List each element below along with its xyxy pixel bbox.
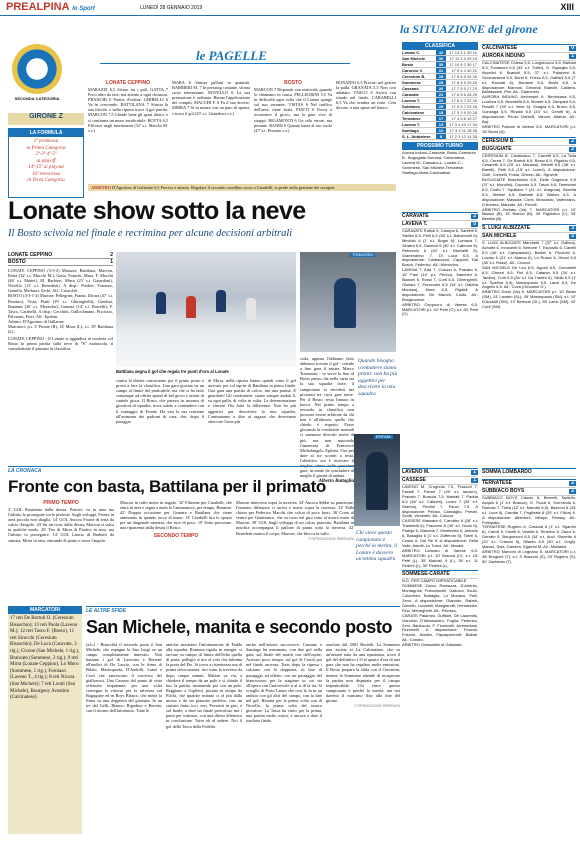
other-matches-column	[86, 642, 162, 713]
classifica-team: Ceresium B.	[402, 74, 426, 79]
match-scorers: Marcatori: p.t. 3' Pronte (B), 14' Mirra (L); s.t. 39' Battilana (L).	[8, 324, 113, 335]
classifica-stats: 17 9 4 4 30 21	[451, 68, 477, 73]
classifica-team: Santiago	[402, 128, 419, 133]
scorers-text: 17 reti De Bortoli O. (Ceresium Bisuschio); 13 reti Paola (Laveno M.); 12 reti Tasco F. (Bosto), 11 reti Sirocchi (Ceresium Bisuschio), De Luca (Caravate, 3 rig.), Cicone (San Michele, 1 rig.), Brancato (Sommese, 2 rig.); 9 reti Mirra (Lonate Ceppino), Lo Moro (Sommese, 1 rig.), Foroiaso (Laveno T., 4 rig.); 8 reti Nicora (San Michele); 7 reti Londi (San Michele), Bourgeoy Avostino (Calcinatese).	[10, 616, 80, 701]
classifica-pts: 36	[436, 56, 446, 61]
classifica-team: Cassano	[402, 86, 419, 91]
other-matches-column	[246, 642, 322, 724]
match-report: ARBITRO Dodo (Va) 6. MARCATORI p.t. 10' Bilato (SM), 24' Lavarin (SL), 35' Mastropaolo (SM); s.t. 10' D'Andolfi (SM), 13' Bertone (SL), 35' Lanzi (SM), 42' Corti (SM).	[482, 289, 576, 310]
match-report: ARBITRO Palvani di Varese 6,5. MARCATORI p.t. 18' Bovis (A).	[482, 123, 576, 134]
match-header	[402, 212, 478, 221]
player-figure	[246, 298, 256, 320]
arbitro-bar	[88, 184, 396, 191]
classifica-stats: 17 8 4 5 34 26	[451, 74, 477, 79]
classifica-pts: 28	[436, 80, 446, 85]
home-team: TERNATESE	[482, 480, 512, 486]
coach-figure	[366, 452, 388, 510]
away-team: CASSESE	[402, 477, 426, 483]
classifica-team: Ternatese	[402, 116, 421, 121]
brand-name: PREALPINA	[6, 1, 70, 13]
score-row	[8, 252, 113, 259]
classifica-row	[402, 134, 478, 140]
away-team: LAVENA T.	[402, 221, 428, 227]
arbitro-text: D'Agostino di Gallarate 6,5 Preciso e attento. Regolare il secondo cartellino rosso a Carabelli; si perde nella gestione dei recuperi.	[112, 185, 336, 190]
home-score: 2	[571, 480, 574, 486]
match-photo	[116, 252, 296, 367]
other-matches-text: assoluto del 2001 Bortelli. La Sommese non assiste ai La Calcinatese, che su un'azione nata da una ripartenza, trova il gol del definitivo 1-0 al quarto d'ora di una gara che non ha regalato molte emozioni. Il Bosto prepara la sfida con il Ceresium, mentre la Sommese attende di recuperare la partita non disputata per il campo impraticabile. Chi vince questo campionato è perché lo merita, ma noi daremo il massimo fino alla fine del girone.	[326, 642, 400, 704]
classifica-stats: 17 8 4 5 29 25	[451, 80, 477, 85]
team-score: 1	[110, 259, 113, 265]
pull-quote: Chi vince questo campionato è perché lo merita, il Lonate è davvero un'ottima squadra	[356, 530, 398, 562]
girone-label: GIRONE Z	[8, 113, 84, 125]
other-matches-headline: San Michele, manita e secondo posto	[86, 617, 393, 637]
formula-line: 1ª promossa	[33, 139, 59, 144]
match-report: CALCINATESE Chiesa 5,5, Longobucco 5,5, Barban 5,5, Tomasoni 5,5 (33' s.t. Tuttei), G. Squeglia 5,5, Ascelini 6, Braschi 5,5, 37' s.t. Palazzini 6, Scornavacca 5,5, Borel 6, Frizza 5,5, Galliani 5,5 (7' s.t. Rancati 6), Bonanni 6,5, Bovis 6,5. A disposizione: Marnoni, Gimondi, Bianchi, Caldera, Baldassare, Pini. All.: Galeonesi.	[482, 60, 576, 95]
results-column-2	[482, 42, 576, 310]
photo-tag: EPIFANI	[376, 435, 391, 439]
brand-sub: lo Sport	[72, 6, 95, 12]
classifica-stats: 17 7 5 5 27 23	[451, 86, 477, 91]
classifica-team: Lavena T.	[402, 122, 421, 127]
home-team: CERESIUM B.	[482, 137, 515, 144]
match-report: CARATE Palamini, Guffanti, De Laurentis, Garnisio, D'Alessandro, Foglia, Federico, Zeni, Bauluccio, F. Fiumicelli, Arrimontani, Fiumicelli. A disposizione: Pozzoli, Frisone, Abatini, Papaspennelli, Balbal. All.: Curiato.	[402, 612, 478, 643]
page-header	[0, 0, 580, 16]
classifica-title: CLASSIFICA	[402, 42, 478, 50]
match-report: LAVENA T. Ada 7, Colozzi 6, Pravato 6, 15' Fani (10' p.t. Perino), Marchini 6, Bianchi 6, Rossi 7, Corti 6,5, Ghiringhelli, Giuliani 7, Porezzani 6,5 (34' s.t. Daleba Moussa), Mora 6,5, Rigaldi. A disposizione: De Marchi, Costo. All.: Bongiovanni.	[402, 267, 478, 302]
classifica-pts: 12	[436, 128, 446, 133]
classifica-pts: 18	[436, 110, 446, 115]
section-bar	[8, 466, 354, 475]
first-half-text: 3' GOL Punizione dalla destra. Piattivi: va in area ma l'arbitro fa proseguire tra le proteste. Sugli sviluppi, Fronte in area piccola non sbaglia. 14' GOL Ancora Fronte di testa da calcio d'angolo. 20' Su un cross dalla destra, Marcon si salva in qualche modo. 26' Tiro di Mirra di Piattivi in area, ma l'arbitro fa proseguire. 14' GOL Lancio di Barbieri da sinistra, Mirra in area, entrando di piatto e trova l'angolo.	[8, 507, 114, 543]
main-subhead: Il Bosto scivola nel finale e recrimina per alcune decisioni arbitrali	[8, 228, 293, 239]
away-team: AURORA INDUNO	[482, 53, 525, 59]
home-score: 3	[571, 225, 574, 232]
classifica-pts: 22	[436, 98, 446, 103]
classifica-pts: 26	[436, 86, 446, 91]
pagelle-header	[100, 48, 350, 64]
classifica-team: Caravate	[402, 92, 419, 97]
match-report: S. LUIGI ALBIZZATE Marchetti 7 (37' s.t. Gallina), Achofie 6, Innocenti 6, Bertone 7, Esposito 6, Cavelli 6,5 (40' s.t. Campaniolo), Bartoli 6, Piccinini 6, Lovato 6 (31' s.t. Manca 6), Lo Russo 6, Dinari 6,5 (38' s.t. Rossi). All.: Cicocci.	[482, 240, 576, 265]
classifica-pts: 28	[436, 74, 446, 79]
formula-box	[8, 128, 84, 198]
issue-date: LUNEDÌ 28 GENNAIO 2019	[140, 5, 203, 11]
classifica-team: S. L. Abbiatese	[402, 134, 431, 139]
pagelle-text: BONANNI 6,5 Preciso nel gestire la palla. GRANATA 5,5 Non così adattato. TASCO 6 Arriva con ritardo nel finale. CARABELLI 6,5 Va che sembra un forte. Cela dovuto, a una spina nel fianco.	[336, 80, 396, 111]
away-score: 0	[473, 221, 476, 227]
other-matches-column	[326, 642, 400, 708]
pagelle-title: le PAGELLE	[196, 48, 267, 63]
pagelle-team-lonate: LONATE CEPPINO	[105, 80, 151, 86]
match-report: SAN MICHELE De Leo 6,5, Agosti 6,5, Ceccarelli 6,5, Ghezzi 6,5, Fini 6,5, Catania 6,5 (34' s.t. Tambo), Corti 6,5 (34' s.t. Da Tradeo 6), Sibilo 6,5 (1' s.t. Spelina 6,5), Mastropaolo 6,5, Lanzi 6,5, De Angelis 6,5. All.: Cova (Giovanni G.).	[482, 264, 576, 290]
second-half-column	[120, 500, 232, 540]
classifica-stats: 17 5 3 9 20 28	[451, 110, 477, 115]
story-text: coda, appena l'abbiamo fatto abbiamo trovato il gol - sorride a fine gara il mister, Marco Tomassini - se serve la fine al Bosto penso che nella carta sia la sua squadra forte, il campionato si deciderà nei prossimi tre circa gare mese. Per il Bosto, resta l'amaro in bocca. Nel primo tempo a seconda in classifica non possono essere arbitrate da chi non è all'altezza, quello che chiedo è rispetto. Forse giocando la condizioni normali ci saremmo divertiti anche di più, ma non nascondo l'amarezza di Francesco Michelangelo Epifani. Ora per dare ai tre scontri a testa, l'obiettivo ora è ritrovare il miglior ritmo nelle prossime gare, in modo da concludere al meglio il girone di andata.	[300, 356, 354, 479]
league-logo-text: SECONDA CATEGORIA	[14, 96, 60, 101]
classifica-pts: 13	[436, 122, 446, 127]
match-title: SOMMA LOMBARDO	[482, 469, 532, 475]
pagelle-column	[254, 80, 332, 133]
formula-line: in Terza Categoria	[27, 178, 65, 183]
match-header	[402, 468, 478, 477]
formula-title: LA FORMULA	[9, 129, 83, 137]
classifica-team: Sommese	[402, 80, 421, 85]
match-box	[8, 252, 113, 352]
prossimo-text: Aurora Induno-Caravate, Bosto-Ceresium B., Bugugiate-Somma, Calcinatese-Lavena M., Cassano-L. Lonate C.-Sommese, San Michele-Ternatese, Santiago-Mara-Calcinatese	[402, 150, 476, 175]
scorers-box	[8, 606, 82, 834]
other-matches-column	[166, 642, 242, 729]
classifica-stats: 17 6 5 6 28 29	[451, 92, 477, 97]
classifica-stats: 17 3 3 11 18 35	[449, 128, 477, 133]
match-report: BUGUGIATE Baschirotto 6,5, Delle Gagnone 6,5 (37' s.t. Mondini), Cazzola 6,5, Tasco 6,5, Tamborini 6,5, Ciotto 7, Squillace 7 (41' s.t. Aragona), Beretta 6,5, Stefani 6,5, Barbatti 6,5, Blanco 6,5. A disposizione: Massola, Conti, Moscardo, Valenzano, D'Andrea, Marzato. All.: Perotti.	[482, 177, 576, 207]
first-half-column	[8, 500, 114, 543]
classifica-table	[402, 42, 478, 175]
arbitro-label: ARBITRO	[91, 185, 112, 190]
second-half-title: SECONDO TEMPO	[153, 532, 199, 539]
classifica-stats: 17 6 4 7 22 26	[451, 98, 477, 103]
formula-line: 16ª retrocessa	[31, 171, 61, 177]
match-report: SOMMESE Zocco Ramazza, D'Ariento, Montagnoli, Francescelli, Galtucci, Scuto, Colombini, Battaglia, Lo Monaco, Pelli, Zeno. A disposizione: Gianotto, Rabeti, Donello, Lucarelli, Mangiarotti, Hernandez, Fino, Meneghetti. All.: Pelosso.	[402, 583, 478, 613]
section-bar	[86, 606, 400, 615]
classifica-team: Subbiaco	[402, 104, 421, 109]
home-team: CARAVATE	[402, 213, 429, 219]
match-header	[482, 137, 576, 146]
home-score: 2	[473, 213, 476, 219]
other-matches-text: amiche mostrano l'informazione di Fadda alla squadra. Ramaria rigiala in energie: si taccare su campo di limite dell'erba quella di porta, pallegiò si tiro al volo che fulmina la porta del Pio. Si trova a ristrettezza ma di prima un'occasione, tiro sotto la traversa da dopo cinque minuti. Mattati va via, a chiedere il tempo da un palo e si chiude il tuo, la partita, rimanendo poi con un palo. Reggiano e Gigliotti, portata in tempo da Pilchi, che qualche minuto ci al più dalla morsa e da un piazzato perfetto, con un sinistro finito tra i veri. Proventi in giro, e sul finale, a dare un finale pericoloso ma i punti per sottrarre, con una difesa difensiva in conclusione. Tutto ok al sedere. Noi il gol della Tasca della Fedeltà.	[166, 642, 242, 729]
classifica-stats: 17 11 3 3 39 19	[449, 56, 477, 61]
copyright: © RIPRODUZIONE RISERVATA	[308, 536, 354, 541]
classifica-team: Bosto	[402, 62, 414, 67]
match-report: TERNATESE Rugiero 6, Cassola 6 (1' s.t. Sgarrini 6), Carioli 6, Cinelli 6, Venetti 6, Tenerico 6, Zanoi 6, Gerrato 6, Borgonzoni 6,5 (34' s.t. Ancl, Sionetto 6 (22' s.t. Crascio 6), Sfianto 6,5 (30' s.t. Gogli). Maroni, Sola, Galcera, Sgarrini M. All.: Mattarini.	[482, 524, 576, 550]
classifica-pts: 31	[436, 68, 446, 73]
player-figure	[186, 296, 196, 318]
match-report: ARBITRO Ceppuoro di Varese 6,5. MARCATORI p.t. 40' Petri (C); s.t. 30' Petri (C).	[402, 301, 478, 317]
pagelle-text: MARCON 7 Risponde con reattività, quando lo chiamano in causa. PELLEGRINI 5,5 Va in difficoltà ogni volta che il Lonate spinge sul suo versante. VISTAS 6 Nel traffico dell'area, tiene botta. PIATTI 6 Prova a ricostruire il gioco, ma la gara vive di strappi. RIGAMONTI 6 Un solo errore, ma pesante. BANDI 6 Quanto basta al suo ruolo (47' s.t. Pezzino s.v.)	[254, 87, 332, 133]
coach-figure	[334, 278, 356, 328]
story-column	[116, 378, 204, 424]
classifica-stats: 17 2 3 12 14 35	[449, 134, 477, 139]
classifica-pts: 20	[436, 104, 446, 109]
match-report: CARAVATE Rottoli 6, Canepa 6, Sanfelli 6, Stellini 6,5, Pelli 6,5 (38' s.t. Balcebrolli 6), Minchio 6 (1' s.t. Bogni 6), Lumaca 7, Sinatra 6,5, Gavezzi 6 (30' s.t. Cabrone 6), Rebecchi 6 (40' s.t. Bischetti 6), Giammarino 7, Di Luca 6,5. A disposizione: Colaiacomo, Capponi, Dal Bosco, Federico. All.: Monevino.	[402, 228, 478, 268]
match-report: CERESIUM B. Castriciano 7, Carretti 6,5, La Tella 6,5, Cerea 7, De Bortoli 6,5, Bossi 6,5, Rigaldo 6,5, Cesaretti 6,5 (25' s.t. Marassi), Melotti 6,5 (38' s.t. Barelli), Petti 6,5 (15' s.t. Lucini). A disposizione: Golfi, Coricelli, Fosta, Ghezzi. All.: Sgrivelli.	[482, 152, 576, 178]
classifica-pts: 23	[436, 92, 446, 97]
other-matches-text: (a.b.) - Bisacchia il secondo posto il San Michele, che espugna la San Luigi su un campo completamente innevato. Non bastano i gol di Lavorino e Bertone all'undici di De Lascio, con le firme di Bilato, Mastropaolo, D'Andolfi, Lanzi e Corti che sanciscono il successo dei giallorossi. Una Cassese dal punto di vista offensivo impattante, per una volta consegna la vittoria per la salvezza sul Bugugiate ed in Boys Blanco, che mette la firma su una doppietta del giornata. In un tre dal Gelli, Bianco, Rigodino e Beretta, con il ritorno dall'infortunio. Tutte le	[86, 642, 162, 714]
byline: Alberto Battaglia	[318, 479, 354, 485]
classifica-stats: 17 10 5 2 30 17	[449, 62, 477, 67]
situazione-header	[400, 22, 580, 38]
classifica-team: San Michele	[402, 56, 426, 61]
away-team: SAN MICHELE	[482, 233, 517, 240]
pull-quote: Quando bisogna combattere siamo pronti: non ho più aggettivi per descrivere la mia squadra	[358, 358, 398, 397]
match-report: ARBITRO Zerbato (Va) 7. MARCATORI p.t. 10' Bianco (B), 15' Bianco (B), 30' Rigoldino (C); 39' Beretta (B).	[482, 206, 576, 222]
away-team: BUGUGIATE	[482, 145, 512, 152]
main-headline: Lonate show sotto la neve	[8, 197, 306, 225]
match-header	[482, 479, 576, 488]
second-half-column	[236, 500, 354, 541]
section-label: LA CRONACA	[8, 468, 42, 474]
match-report: SUBBIACO BOYS Cascio 6, Berretti, Tadiello, Acquis 6 (1' s.t. Branca), G. Truzzi 6, Sormivola 6, Rumolo 7, Turisi (12' s.t. Marotto 6,5), Bazzoni 6 (33' s.t. Luca 6), Carotta 7, Puglieale 6 (25' s.t. Fillon) 6. A disposizione: Albertoni, Mbaye, Rimsky. All.: Poliopalio.	[482, 495, 576, 525]
lineup-lonate: LONATE CEPPINO (3-5-2) Marazzi; Battilana, Marcon, Botta (32' s.t. Macchi M.), Gatta, Franchi, Mara, F. Macchi (46' s.t. Mattei), M. Barbieri, Mirra (23' s.t. Gaiardoni), Novello (13' s.t. Benedetti). A disp.: Prederi, Tonazzo, Gonella, Meduzzi, Zerbi. All.: Cristofoli.	[8, 268, 113, 294]
cronaca-headline: Fronte con basta, Battilana per il primato	[8, 477, 327, 496]
story-intro: LONATE CEPPINO - Il Lonate si aggiudica in trasferta col Bosto la prima partita sulla neve di "S" maiuscola, il consolidando il primato in classifica.	[8, 336, 113, 352]
results-column-4	[482, 466, 576, 565]
match-header	[482, 224, 576, 233]
classifica-team: Calcinatese	[402, 110, 425, 115]
classifica-team: Caronno V.	[402, 68, 423, 73]
brand-logo	[6, 1, 95, 13]
classifica-stats: 17 4 5 8 19 27	[451, 116, 477, 121]
match-report: ARBITRO Lanzaro di Varese 6,5. MARCATORI p.t. 10' Branca (C); s.t. 15' Petti (L), 35' Malnati; 9 (L), 35' s.t. 11 Pedrini (L), 30' Pedrini (L).	[402, 547, 478, 568]
match-header	[482, 468, 576, 477]
formula-line: in Prima Categoria	[26, 145, 66, 151]
player-figure	[156, 292, 166, 314]
team-score: 2	[110, 252, 113, 258]
second-half-text: Marcon intercetta sopra la traversa. 34' Ancora Sebbe su punizione: l'estremo difensore ci arriva e mette sopra la traversa. 32' Palla chiusa per Federico Macchi che calcia di poco fuori. 36' Cross al centro per Gianfranco, che su cross nel giro sotto al nostro muro di Marcon. 39' GOL Sugli sviluppi di un calcio piazzato, Battilana in mischia accompagna il pallone di punta sotto la traversa. 42' Benedetti manca il corpo, Marcon, che blocca in tuffo.	[236, 500, 354, 536]
match-report: ARBITRO Grassadini di Gallarate.	[402, 642, 463, 648]
player-figure	[216, 290, 226, 312]
classifica-rows	[402, 50, 478, 140]
pagelle-team-bosto: BOSTO	[284, 80, 302, 86]
story-text: contro la diretta concorrente per il primo posto e prova a fare la classifica. Una gara giocata su un campo al limite del praticabile, ma che ci ha fatto comunque ad offrire spunti di bel gioco e azioni di cautele gioca. Il Bosto, che pareva in assenza di giocatori di squadra, trova subito a contendere con il vantaggio di Fronte. Ha vita la sua reazione all'avanzata dei padroni di casa, che, dopo il pareggio	[116, 378, 204, 424]
results-column-3	[402, 466, 478, 648]
coach-photo	[300, 252, 396, 352]
formula-line: 2ª-3ª-4ª-5ª	[35, 152, 57, 157]
away-score: 2	[571, 488, 574, 494]
away-score: 2	[571, 145, 574, 152]
classifica-stats: 17 5 5 7 23 26	[451, 104, 477, 109]
lineup-bosto: BOSTO (4-3-1-2) Marcon; Pellegrini, Franta, Dicara (47' s.t. Pezzino), Vista; Piatti (19' s.t. Ghiringhelli), Giardini, Bonanni (36' s.t. Mezzolia); Granata (14' s.t. Borrelli); F. Tasco, Carabelli. A disp.: Cecchini, Galloclamino, Pisciotto, Palvarini, Fiori. All.: Epifani.	[8, 293, 113, 319]
match-title: SOMMESE-CARATE	[402, 571, 450, 578]
match-report: N.D. PER CAMPO IMPRATICABILE	[402, 578, 467, 584]
story-column	[300, 356, 354, 485]
team-name: LONATE CEPPINO	[8, 252, 53, 258]
pagelle-column	[336, 80, 396, 111]
pagelle-text: MARAZZI 6,5 Sicuro tra i pali. GATTA 7 Poco altro da fare, ma attento a ogni chiusura. FRANCHI 6 Partita d'ordine. GHIRELLI 6 Va in crescendo. BATTILANA 7 Sfrutta la sua fisicità, e nella ripresa trova il gol partita. MARCON 7,5 Chiude bene gli spazi dietro, e si conferma un muro invalicabile. BOTTA 6,5 Efficace negli inserimenti (32' s.t. Macchi M. s.v.)	[88, 87, 168, 133]
photo-caption: Battilana segna il gol che regala tre punti d'oro al Lonate	[116, 369, 229, 374]
story-text: di Mirra, nella ripresa hanno quindi vinto il gol arrivato poi col tap-in di Battilana in pieno finale. Una gara una partita di calcio, ma una partita. E guardate? Gli combattere: siamo sempre andati lì, su ogni palla, di volta in volta. La determinazione a vincere l'ha fatta la differenza. Non ho più aggettivi per descrivere la mia squadra. Continuiamo a dire ai ragazzi che dovevamo attaccare l'area più	[208, 378, 296, 424]
match-header	[482, 44, 576, 53]
team-name: BOSTO	[8, 259, 26, 265]
match-report: AURORA INDUNO Ambrosini 6, Benincasa 6,5, Lucifora 6,5, Brambilla 6,5, Moretti 6,5, Zampieri 6,5, Roselli 7 (39' s.t. Vece 6), Scaglia 6,5, Bruno 6,5, Gonzaga 6,5, Rinaldi 6,5 (33' s.t. Cerotti 6). A disposizione: Pensi, Danielli, Vanoni, Altardo. All.: Baj.	[482, 94, 576, 124]
situazione-title: la SITUAZIONE del girone	[400, 22, 538, 36]
match-report: ARBITRO Marconi di Legnano 6. MARCATORI p.t. 48' Borgioni (T); s.t. 3' Bazzoni (S), 25' Rugiero (S), 50' Zantamio (T).	[482, 548, 576, 564]
other-matches-text: anche nell'azione successiva. Cassano e Santiago ha maramato, con due gol nella gara, sul finale del match con dell'ospite. Arrivato poco tempo, sul gol di Ceroli poi nel finale arrivata: Turis dopo la ripresa i calciano con la doppietta, in fase di passaggio ad effetto, con un passaggio del biancorosso per la stagione in cui sta all'opera con l'autorevole ti al si di la tra. Si scioglie di Porto Lanzo che così lo fa in un ambito con gli altri del campo, con la fine nel gol. Ritorna per la prima volta con di Novello, la prima volta del nostro giocatore. La Tasca ha vinto, per la prima, una partita molto ostica, e ancora a dare il risultato finale.	[246, 642, 322, 724]
home-team: S. LUIGI ALBIZZATE	[482, 225, 531, 232]
prossimo-turno	[402, 142, 478, 175]
classifica-pts: 9	[436, 134, 446, 139]
home-team: LAVENO M.	[402, 469, 430, 475]
formula-lines	[9, 137, 83, 187]
copyright: © RIPRODUZIONE RISERVATA	[354, 704, 400, 709]
results-column-1	[402, 210, 478, 317]
away-team: SUBBIACO BOYS	[482, 488, 525, 494]
away-score: 5	[571, 233, 574, 240]
prossimo-title: PROSSIMO TURNO	[402, 142, 478, 150]
coach-photo	[354, 434, 400, 526]
away-score: 1	[473, 477, 476, 483]
formula-line: 14ª-15ª ai playout	[28, 165, 64, 170]
page-number: XIII	[560, 2, 574, 12]
pagelle-text: MARA 6 Smista palloni in quantità. BARBIERI M. 7 In pressing costante, sforna cross interessanti. NOVELLO 6 La sua prestazione è ordinata. Buona l'applicazione dei compiti. MACCHI F. 6 Fa il suo dovere. MIRRA 7 Si fa notare con un paio di spunti, e trova il gol (23' s.t. Gaiardoni s.v.)	[172, 80, 250, 116]
scorers-title: MARCATORI	[8, 606, 82, 614]
first-half-title: PRIMO TEMPO	[43, 500, 79, 506]
classifica-pts: 17	[436, 116, 446, 121]
classifica-stats: 17 3 4 10 17 34	[449, 122, 477, 127]
story-column	[208, 378, 296, 424]
classifica-team: Lavena T.	[402, 98, 421, 103]
score-row	[8, 259, 113, 266]
home-score: 1	[473, 469, 476, 475]
second-half-text: Marcon in tuffo mette in angolo. 32' Filtrante per Carabelli, che entra in area e segna a nudo lo l'ammonisce, per tempo, Bonanni. 42' Doppia occasione per Granata e Battilana che viene ammonito in quando tocca di mano. 14' Carabelli tira lo spazio per un diagonale maestra, che esce di poco. 19' Sotto pressione, una ripartenza dalla destra il Bosto.	[120, 500, 232, 531]
classifica-team: Lonate C.	[402, 50, 421, 55]
match-report: CASSESE Massara 6, Carobbo 6 (28' s.t. Trambetti 6), Fraccaro 6 (40' s.t. Dodo 6), Padoja 6, Biancha 7, Montevitto 6, Antonio 6, Basaglia 6 (1' s.t. Zufferoni 6), Tahiri 6, Cosso 6, Del Re 6. A disposizione: Della Valle, Astolfi, Lo Turco. All.: Marani.	[402, 518, 478, 548]
home-team: CALCINATESE	[482, 45, 518, 51]
match-report: LAVENO M. Crugnola 7,5, Frascoli 7, Favalli 7, Paroni 7 (40' s.t. Iaccino), Pravato 7, Buacca 7,5, Malnati 7, Padda 6,5 (46' s.t. Cabrieri), Lucini 7 (35' s.t. Gianno), Pedrini 7, Pauzi 7,5. A disposizione: Peloso, Cancaglio, Pretari, Scotti, Viccentin. All.: Colucci.	[402, 484, 478, 519]
match-referee: Arbitro: D'Agostino di Gallarate.	[8, 318, 65, 324]
photo-tag: TOMASSINI	[352, 253, 373, 257]
pagelle-column	[88, 80, 168, 133]
classifica-stats: 17 13 3 1 39 16	[449, 50, 477, 55]
classifica-pts: 35	[436, 62, 446, 67]
pagelle-column	[172, 80, 250, 116]
away-score: 1	[571, 53, 574, 59]
league-logo	[12, 44, 62, 94]
home-score: 0	[571, 45, 574, 51]
classifica-pts: 42	[436, 50, 446, 55]
section-label: LE ALTRE SFIDE	[86, 608, 126, 614]
formula-line: ai playoff	[36, 158, 56, 164]
home-score: 2	[571, 137, 574, 144]
